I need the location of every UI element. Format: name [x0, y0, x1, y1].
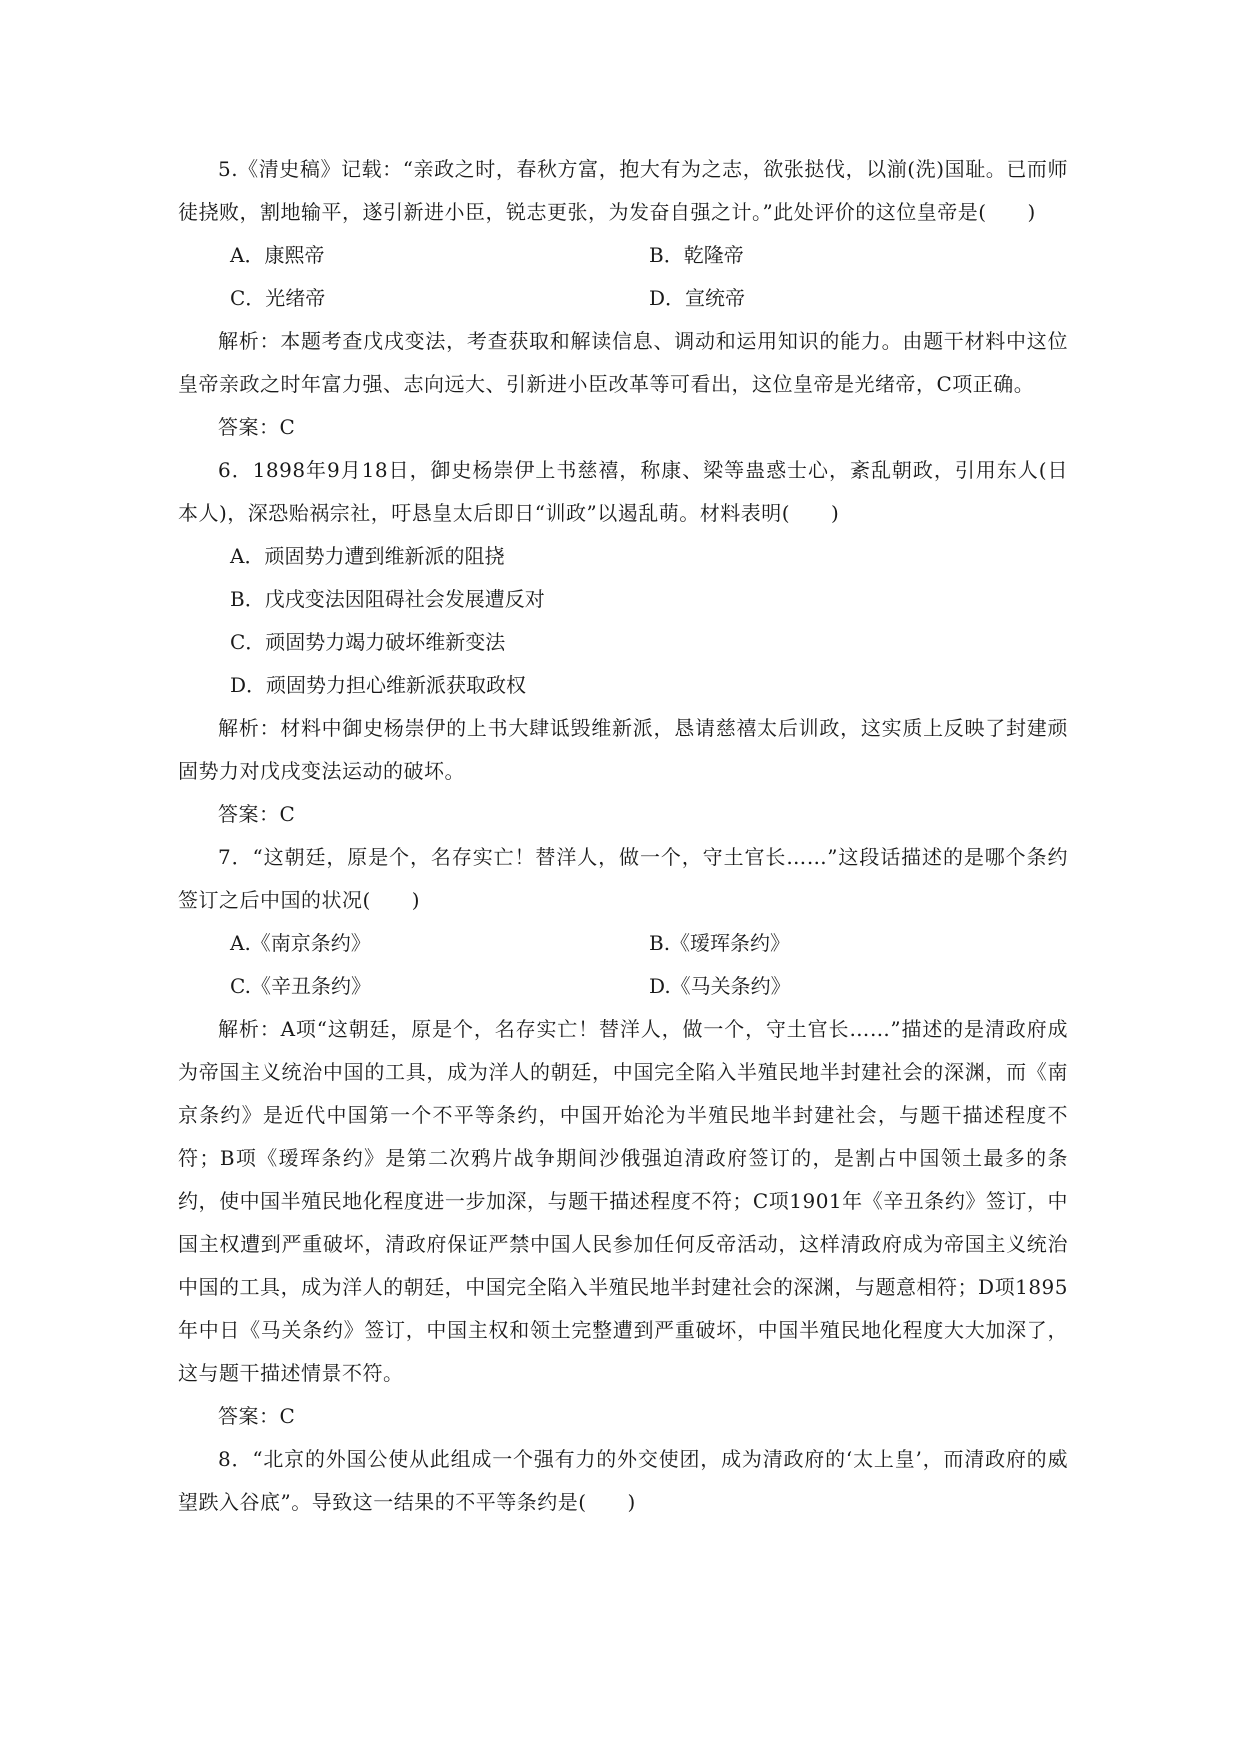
option-c: C．光绪帝 [230, 286, 326, 310]
question-6-analysis: 解析：材料中御史杨崇伊的上书大肆诋毁维新派，恳请慈禧太后训政，这实质上反映了封建顽固势力对戊戌变法运动的破坏。 [178, 716, 1068, 783]
option-b: B．戊戌变法因阻碍社会发展遭反对 [230, 587, 545, 611]
question-5-analysis: 解析：本题考查戊戌变法，考查获取和解读信息、调动和运用知识的能力。由题干材料中这位皇帝亲政之时年富力强、志向远大、引新进小臣改革等可看出，这位皇帝是光绪帝，C项正确。 [178, 329, 1068, 396]
question-7-answer: 答案：C [218, 1404, 296, 1428]
question-5-answer: 答案：C [218, 415, 296, 439]
question-5-stem: 5.《清史稿》记载：“亲政之时，春秋方富，抱大有为之志，欲张挞伐，以湔(洗)国耻。已而师徒挠败，割地输平，遂引新进小臣，锐志更张，为发奋自强之计。”此处评价的这位皇帝是( ) [178, 157, 1068, 224]
option-a: A．康熙帝 [230, 243, 325, 267]
option-d: D．顽固势力担心维新派获取政权 [230, 673, 527, 697]
question-8-stem: 8．“北京的外国公使从此组成一个强有力的外交使团，成为清政府的‘太上皇’，而清政府的威望跌入谷底”。导致这一结果的不平等条约是( ) [178, 1447, 1068, 1514]
option-c: C.《辛丑条约》 [230, 974, 371, 998]
option-a: A．顽固势力遭到维新派的阻挠 [230, 544, 505, 568]
question-6-answer: 答案：C [218, 802, 296, 826]
question-7-options-row-2 [178, 965, 1068, 1008]
option-c: C．顽固势力竭力破坏维新变法 [230, 630, 506, 654]
option-b: B．乾隆帝 [649, 243, 744, 267]
option-b: B.《瑷珲条约》 [649, 931, 791, 955]
question-5-options-row-1 [178, 234, 1068, 277]
question-7-analysis: 解析：A项“这朝廷，原是个，名存实亡！替洋人，做一个，守土官长……”描述的是清政府成为帝国主义统治中国的工具，成为洋人的朝廷，中国完全陷入半殖民地半封建社会的深渊，而《南京条约》是近代中国第一个不平等条约，中国开始沦为半殖民地半封建社会，与题干描述程度不符；B项《瑷珲条约》是第二次鸦片战争期间沙俄强迫清政府签订的，是割占中国领土最多的条约，使中国半殖民地化程度进一步加深，与题干描述程度不符；C项1901年《辛丑条约》签订，中国主权遭到严重破坏，清政府保证严禁中国人民参加任何反帝活动，这样清政府成为帝国主义统治中国的工具，成为洋人的朝廷，中国完全陷入半殖民地半封建社会的深渊，与题意相符；D项1895年中日《马关条约》签订，中国主权和领土完整遭到严重破坏，中国半殖民地化程度大大加深了，这与题干描述情景不符。 [178, 1017, 1068, 1385]
option-d: D．宣统帝 [649, 286, 746, 310]
question-6-stem: 6．1898年9月18日，御史杨崇伊上书慈禧，称康、梁等蛊惑士心，紊乱朝政，引用东人(日本人)，深恐贻祸宗社，吁恳皇太后即日“训政”以遏乱萌。材料表明( ) [178, 458, 1068, 525]
document-page [178, 148, 1068, 1524]
option-a: A.《南京条约》 [230, 931, 371, 955]
option-d: D.《马关条约》 [649, 974, 791, 998]
question-5-options-row-2 [178, 277, 1068, 320]
question-7-stem: 7．“这朝廷，原是个，名存实亡！替洋人，做一个，守土官长……”这段话描述的是哪个条约签订之后中国的状况( ) [178, 845, 1068, 912]
question-7-options-row-1 [178, 922, 1068, 965]
